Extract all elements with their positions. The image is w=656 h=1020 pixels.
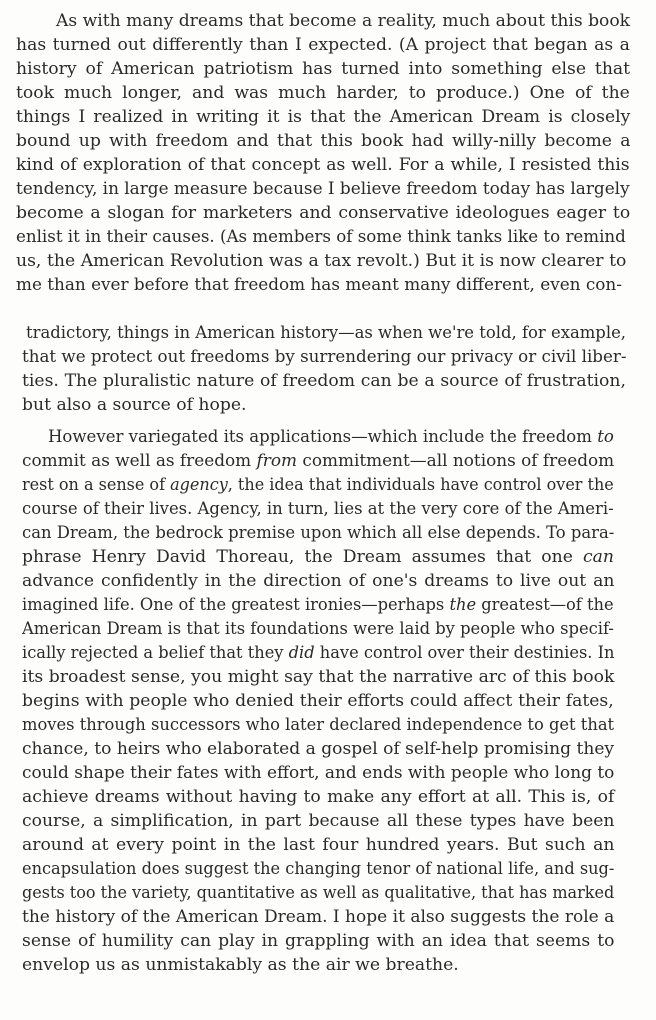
text-segment: have control over their destinies. In: [314, 643, 615, 663]
text-line: [48, 426, 614, 448]
text-segment: , the idea that individuals have control over the: [227, 475, 614, 495]
text-line: bound up with freedom and that this book had willy-nilly become a: [16, 131, 631, 151]
text-line: [22, 570, 614, 592]
text-line: things I realized in writing it is that the American Dream is closely: [16, 107, 631, 127]
text-segment: greatest—of the: [476, 595, 614, 615]
text-segment: American Dream is that its foundations were laid by people who specif-: [22, 619, 614, 639]
text-segment: encapsulation does suggest the changing tenor of national life, and sug-: [22, 859, 615, 879]
text-line: become a slogan for marketers and conservative ideologues eager to: [16, 203, 631, 223]
text-line: [22, 762, 614, 784]
text-segment: could shape their fates with effort, and ends with people who long to: [22, 763, 615, 783]
text-segment: begins with people who denied their efforts could affect their fates,: [22, 691, 614, 711]
text-segment: sense of humility can play in grappling with an idea that seems to: [22, 931, 615, 951]
italic-word: the: [449, 595, 477, 615]
text-line: kind of exploration of that concept as well. For a while, I resisted this: [16, 155, 630, 175]
text-line: [22, 858, 614, 880]
text-line: [22, 498, 614, 520]
text-segment: commitment—all notions of freedom: [297, 451, 615, 471]
text-line: [22, 450, 614, 472]
text-line: [22, 522, 614, 544]
text-line: [22, 690, 614, 712]
text-segment: course, a simplification, in part because all these types have been: [22, 811, 615, 831]
text-line: As with many dreams that become a reality, much about this book: [56, 11, 631, 31]
italic-word: can: [583, 547, 614, 567]
text-line: [22, 666, 614, 688]
text-segment: advance confidently in the direction of one's dreams to live out an: [22, 571, 615, 591]
text-line: [22, 546, 614, 568]
text-segment: achieve dreams without having to make any effort at all. This is, of: [22, 787, 615, 807]
text-segment: around at every point in the last four hundred years. But such an: [22, 835, 615, 855]
text-segment: However variegated its applications—which include the freedom: [48, 427, 598, 447]
text-segment: phrase Henry David Thoreau, the Dream assumes that one: [22, 547, 583, 567]
text-segment: ically rejected a belief that they: [22, 643, 289, 663]
text-line: [22, 882, 614, 904]
text-line: [22, 786, 614, 808]
text-line: history of American patriotism has turned into something else that: [16, 59, 631, 79]
text-line: has turned out differently than I expected. (A project that began as a: [16, 35, 630, 55]
text-segment: rest on a sense of: [22, 475, 171, 495]
text-line: [22, 810, 614, 832]
text-line: me than ever before that freedom has meant many different, even con-: [16, 275, 622, 295]
text-line: took much longer, and was much harder, to produce.) One of the: [16, 83, 630, 103]
text-line: ties. The pluralistic nature of freedom can be a source of frustration,: [22, 371, 626, 391]
text-segment: its broadest sense, you might say that the narrative arc of this book: [22, 667, 615, 687]
text-line: us, the American Revolution was a tax revolt.) But it is now clearer to: [16, 251, 627, 271]
text-line: [22, 594, 614, 616]
text-line: tradictory, things in American history—as when we're told, for example,: [26, 323, 627, 343]
text-segment: imagined life. One of the greatest ironies—perhaps: [22, 595, 450, 615]
italic-word: did: [288, 643, 315, 663]
text-line: enlist it in their causes. (As members of some think tanks like to remind: [16, 227, 626, 247]
italic-word: agency: [170, 475, 228, 495]
text-segment: course of their lives. Agency, in turn, lies at the very core of the Ameri-: [22, 499, 614, 519]
text-line: [22, 738, 614, 760]
text-line: [22, 642, 614, 664]
text-line: [22, 714, 614, 736]
text-segment: moves through successors who later declared independence to get that: [22, 715, 615, 735]
text-segment: can Dream, the bedrock premise upon which all else depends. To para-: [22, 523, 615, 543]
italic-word: to: [597, 427, 614, 447]
text-line: tendency, in large measure because I believe freedom today has largely: [16, 179, 630, 199]
text-segment: the history of the American Dream. I hope it also suggests the role a: [22, 907, 615, 927]
text-line: [22, 474, 614, 496]
text-line: [22, 930, 614, 952]
text-line: [22, 834, 614, 856]
italic-word: from: [256, 451, 298, 471]
text-line: but also a source of hope.: [22, 395, 247, 415]
text-segment: commit as well as freedom: [22, 451, 257, 471]
text-segment: chance, to heirs who elaborated a gospel of self-help promising they: [22, 739, 615, 759]
text-segment: gests too the variety, quantitative as well as qualitative, that has marked: [22, 883, 615, 903]
text-line: [22, 906, 614, 928]
text-line: [22, 954, 459, 976]
text-segment: envelop us as unmistakably as the air we breathe.: [22, 955, 459, 975]
text-line: that we protect out freedoms by surrendering our privacy or civil liber-: [22, 347, 627, 367]
text-line: [22, 618, 614, 640]
